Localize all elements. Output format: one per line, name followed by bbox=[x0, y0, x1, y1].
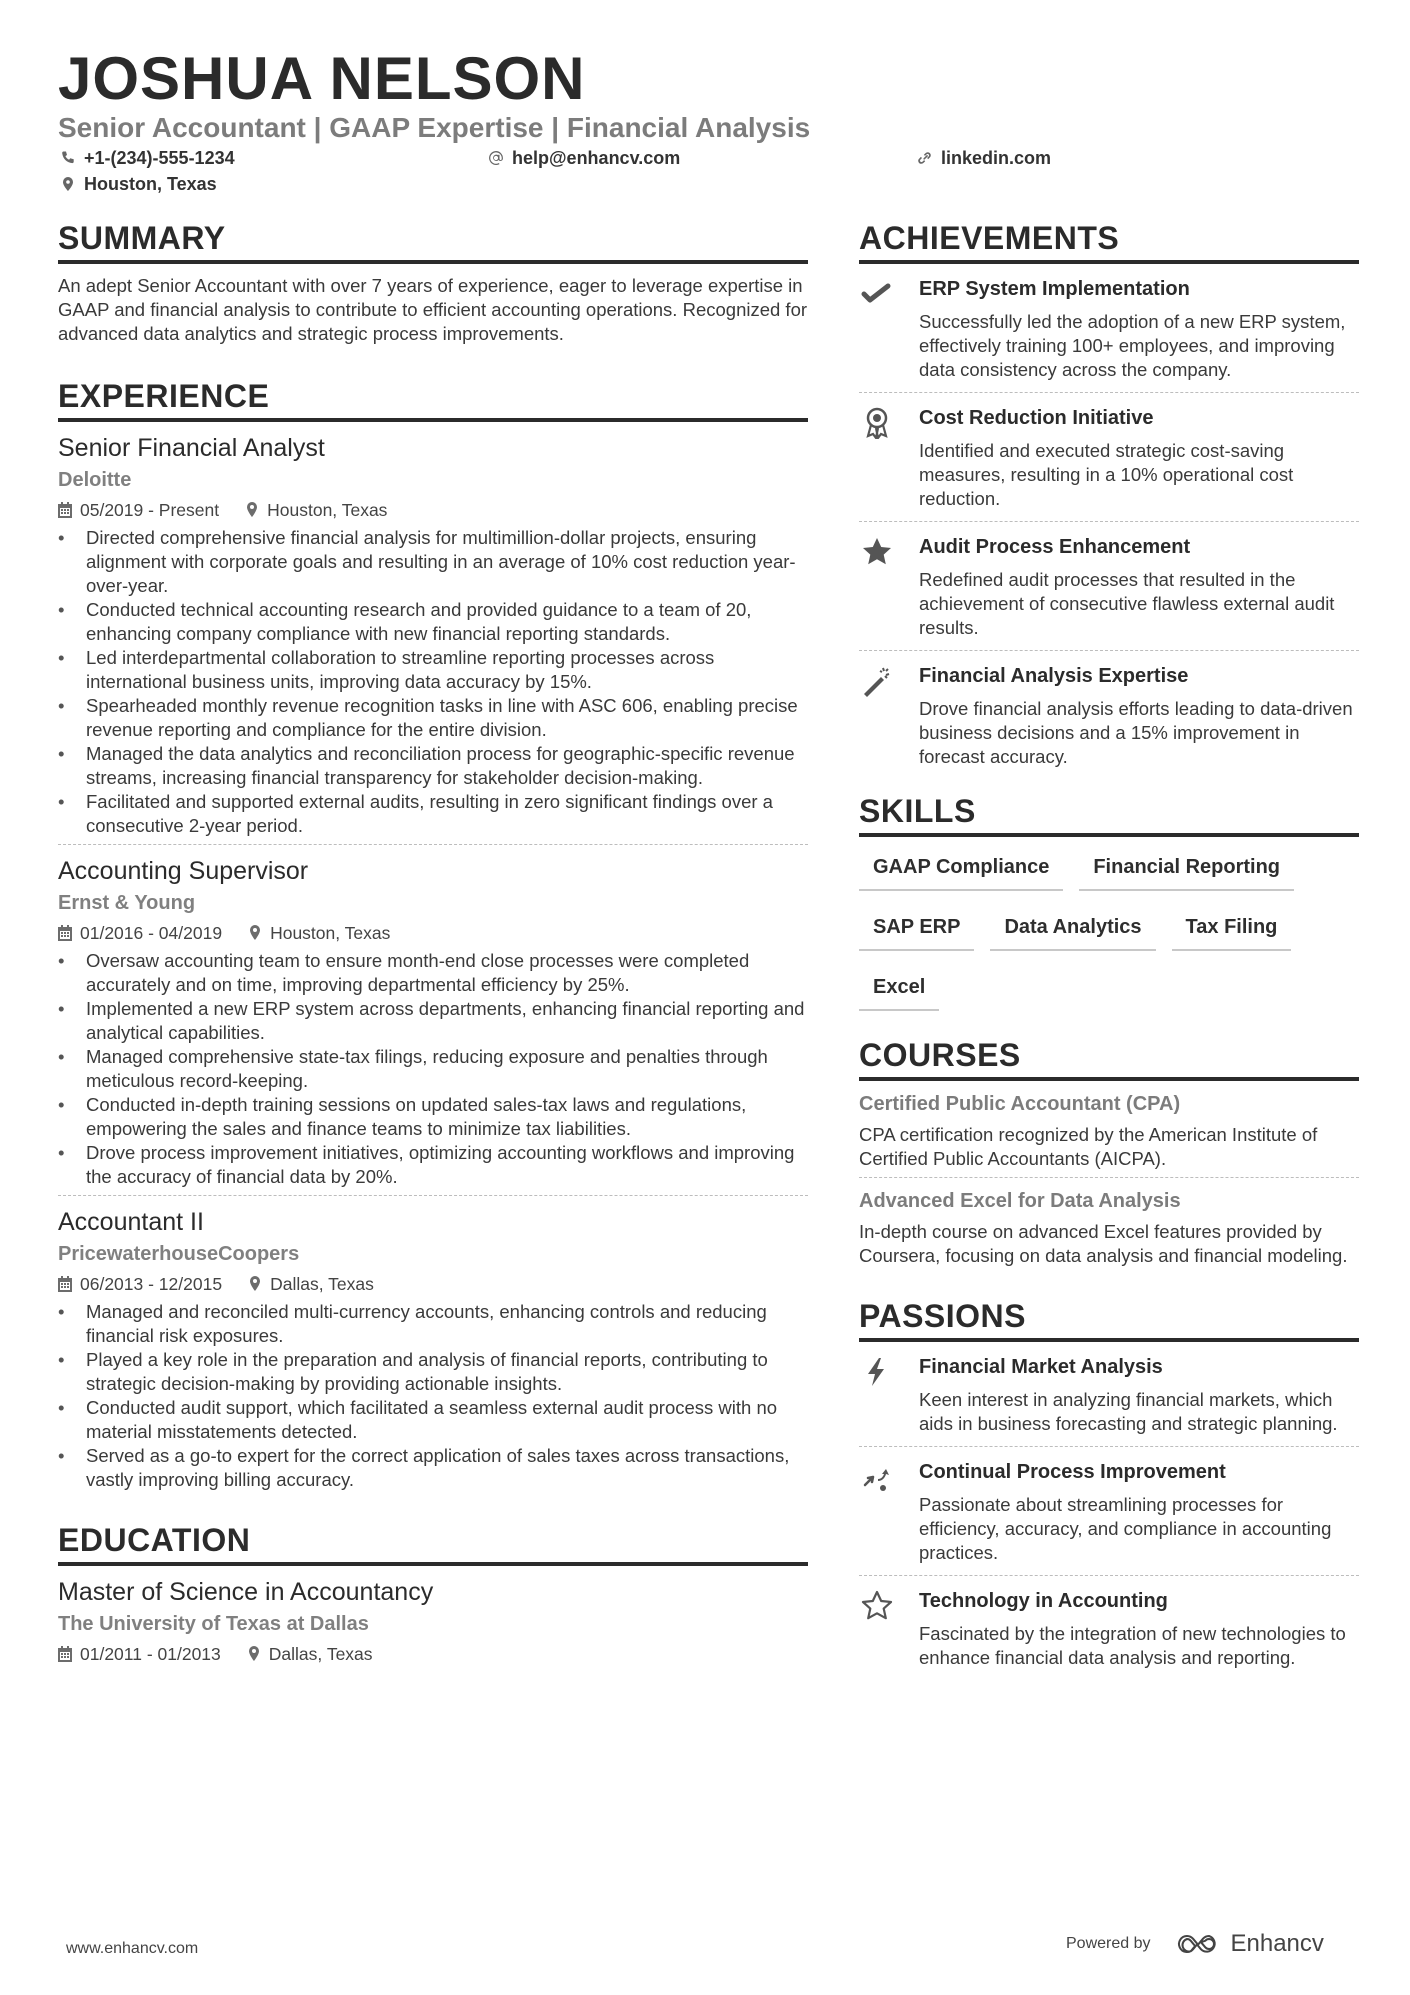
location-pin-icon bbox=[248, 925, 262, 941]
powered-by-text: Powered by bbox=[1066, 1935, 1151, 1952]
achievements-title: Cost Reduction Initiative bbox=[919, 407, 1154, 429]
job-bullet: • Played a key role in the preparation and analysis of financial reports, contributing to strategic decision-making by providing actionable insights. bbox=[58, 1348, 808, 1396]
calendar-icon bbox=[58, 1646, 72, 1662]
course-description: CPA certification recognized by the American Institute of Certified Public Accountants (AICPA). bbox=[859, 1124, 1318, 1169]
passions-heading: PASSIONS bbox=[859, 1296, 1359, 1342]
job-entry bbox=[58, 844, 808, 1195]
education-dates-text: 01/2011 - 01/2013 bbox=[80, 1644, 221, 1664]
job-bullet: • Served as a go-to expert for the correct application of sales taxes across transactions, vastly improving billing accuracy. bbox=[58, 1444, 808, 1492]
degree-title: Master of Science in Accountancy bbox=[58, 1578, 434, 1606]
achievements-description: Redefined audit processes that resulted in the achievement of consecutive flawless external audit results. bbox=[919, 569, 1335, 638]
contact-email[interactable] bbox=[488, 146, 680, 170]
location-text: Houston, Texas bbox=[84, 174, 217, 194]
star-outline-icon bbox=[861, 1590, 893, 1622]
skill-tag: Financial Reporting bbox=[1079, 851, 1294, 891]
skill-tag: GAAP Compliance bbox=[859, 851, 1063, 891]
job-location-text: Houston, Texas bbox=[267, 500, 388, 520]
job-meta bbox=[58, 921, 808, 945]
skill-tag: Tax Filing bbox=[1172, 911, 1292, 951]
course-title: Certified Public Accountant (CPA) bbox=[859, 1093, 1181, 1115]
achievements-description: Drove financial analysis efforts leading to data-driven business decisions and a 15% improvement in forecast accuracy. bbox=[919, 698, 1353, 767]
achievement-item bbox=[859, 264, 1359, 392]
passions-description: Keen interest in analyzing financial markets, which aids in business forecasting and strategic planning. bbox=[919, 1389, 1338, 1434]
education-section bbox=[58, 1520, 808, 1672]
job-bullet: • Managed comprehensive state-tax filings, reducing exposure and penalties through meticulous record-keeping. bbox=[58, 1045, 808, 1093]
process-arrows-icon bbox=[861, 1461, 893, 1493]
education-dates bbox=[58, 1642, 221, 1666]
magic-wand-icon bbox=[861, 665, 893, 697]
calendar-icon bbox=[58, 1276, 72, 1292]
company-name: Deloitte bbox=[58, 469, 132, 491]
enhancv-logo-icon bbox=[1175, 1932, 1221, 1956]
job-bullet: • Oversaw accounting team to ensure month-end close processes were completed accurately and on time, improving departmental efficiency by 25%. bbox=[58, 949, 808, 997]
job-title: Senior Financial Analyst bbox=[58, 434, 325, 462]
summary-heading: SUMMARY bbox=[58, 218, 808, 264]
course-title: Advanced Excel for Data Analysis bbox=[859, 1190, 1181, 1212]
contact-linkedin[interactable] bbox=[917, 146, 1051, 170]
award-ribbon-icon bbox=[861, 407, 893, 439]
achievements-description: Successfully led the adoption of a new ERP system, effectively training 100+ employees, and improving data consistency across the company. bbox=[919, 311, 1346, 380]
passion-item bbox=[859, 1575, 1359, 1680]
job-bullet: • Spearheaded monthly revenue recognition tasks in line with ASC 606, enabling precise revenue reporting and compliance for the entire division. bbox=[58, 694, 808, 742]
enhancv-brand-text: Enhancv bbox=[1230, 1930, 1324, 1957]
achievements-description: Identified and executed strategic cost-saving measures, resulting in a 10% operational cost reduction. bbox=[919, 440, 1294, 509]
job-bullets bbox=[58, 1300, 808, 1492]
job-dates-text: 06/2013 - 12/2015 bbox=[80, 1274, 223, 1294]
job-location bbox=[248, 921, 390, 945]
contact-phone bbox=[60, 146, 235, 170]
link-icon bbox=[917, 150, 933, 166]
skill-tag: SAP ERP bbox=[859, 911, 974, 951]
job-location bbox=[245, 498, 387, 522]
at-sign-icon bbox=[488, 150, 504, 166]
job-dates-text: 05/2019 - Present bbox=[80, 500, 220, 520]
footer-website[interactable]: www.enhancv.com bbox=[66, 1940, 199, 1957]
passion-item bbox=[859, 1342, 1359, 1446]
company-name: PricewaterhouseCoopers bbox=[58, 1243, 300, 1265]
passions-description: Fascinated by the integration of new technologies to enhance financial data analysis and reporting. bbox=[919, 1623, 1346, 1668]
calendar-icon bbox=[58, 925, 72, 941]
summary-section bbox=[58, 218, 808, 346]
passions-list bbox=[859, 1342, 1359, 1680]
achievements-title: Audit Process Enhancement bbox=[919, 536, 1191, 558]
calendar-icon bbox=[58, 502, 72, 518]
job-bullet: • Conducted audit support, which facilitated a seamless external audit process with no material misstatements detected. bbox=[58, 1396, 808, 1444]
education-location-text: Dallas, Texas bbox=[268, 1644, 373, 1664]
job-meta bbox=[58, 1272, 808, 1296]
skills-section bbox=[859, 791, 1359, 1011]
job-bullet: • Led interdepartmental collaboration to streamline reporting processes across international business units, improving data accuracy by 15%. bbox=[58, 646, 808, 694]
job-dates-text: 01/2016 - 04/2019 bbox=[80, 923, 223, 943]
contact-location bbox=[60, 172, 217, 196]
school-name: The University of Texas at Dallas bbox=[58, 1613, 369, 1635]
candidate-name: JOSHUA NELSON bbox=[58, 45, 586, 112]
job-dates bbox=[58, 921, 222, 945]
passions-section bbox=[859, 1296, 1359, 1680]
jobs-list bbox=[58, 422, 808, 1498]
job-entry bbox=[58, 1195, 808, 1498]
courses-section bbox=[859, 1035, 1359, 1274]
job-location bbox=[248, 1272, 374, 1296]
phone-icon bbox=[60, 150, 76, 166]
star-icon bbox=[861, 536, 893, 568]
passions-title: Financial Market Analysis bbox=[919, 1356, 1163, 1378]
job-bullet: • Conducted technical accounting research and provided guidance to a team of 20, enhancing company compliance with new financial reporting standards. bbox=[58, 598, 808, 646]
achievement-item bbox=[859, 392, 1359, 521]
skill-tag: Excel bbox=[859, 971, 939, 1011]
passions-title: Continual Process Improvement bbox=[919, 1461, 1226, 1483]
skills-heading: SKILLS bbox=[859, 791, 1359, 837]
achievements-list bbox=[859, 264, 1359, 779]
summary-text: An adept Senior Accountant with over 7 years of experience, eager to leverage expertise in GAAP and financial analysis to contribute to efficient accounting operations. Recognized for advanced data analytics and strategic process improvements. bbox=[58, 275, 808, 344]
passion-item bbox=[859, 1446, 1359, 1575]
experience-heading: EXPERIENCE bbox=[58, 376, 808, 422]
course-description: In-depth course on advanced Excel features provided by Coursera, focusing on data analysis and financial modeling. bbox=[859, 1221, 1348, 1266]
job-title: Accounting Supervisor bbox=[58, 857, 309, 885]
courses-heading: COURSES bbox=[859, 1035, 1359, 1081]
job-bullet: • Managed and reconciled multi-currency accounts, enhancing controls and reducing financial risk exposures. bbox=[58, 1300, 808, 1348]
job-bullet: • Facilitated and supported external audits, resulting in zero significant findings over a consecutive 2-year period. bbox=[58, 790, 808, 838]
education-heading: EDUCATION bbox=[58, 1520, 808, 1566]
education-meta bbox=[58, 1642, 808, 1666]
phone-text: +1-(234)-555-1234 bbox=[84, 148, 235, 168]
job-location-text: Houston, Texas bbox=[270, 923, 391, 943]
education-location bbox=[247, 1642, 373, 1666]
courses-list bbox=[859, 1081, 1359, 1274]
experience-section bbox=[58, 376, 808, 1498]
linkedin-text: linkedin.com bbox=[941, 148, 1052, 168]
right-column bbox=[859, 218, 1359, 1680]
achievement-item bbox=[859, 521, 1359, 650]
skill-tag: Data Analytics bbox=[990, 911, 1155, 951]
checkmark-icon bbox=[861, 278, 893, 310]
job-bullets bbox=[58, 949, 808, 1189]
education-entry bbox=[58, 1566, 808, 1672]
enhancv-logo[interactable] bbox=[1175, 1930, 1324, 1958]
achievements-title: Financial Analysis Expertise bbox=[919, 665, 1189, 687]
course-item bbox=[859, 1177, 1359, 1274]
location-pin-icon bbox=[247, 1646, 261, 1662]
course-item bbox=[859, 1081, 1359, 1177]
left-column bbox=[58, 218, 808, 1672]
skills-list bbox=[859, 837, 1359, 1011]
achievements-title: ERP System Implementation bbox=[919, 278, 1190, 300]
achievement-item bbox=[859, 650, 1359, 779]
job-location-text: Dallas, Texas bbox=[270, 1274, 374, 1294]
candidate-title: Senior Accountant | GAAP Expertise | Financial Analysis bbox=[58, 112, 811, 143]
email-text: help@enhancv.com bbox=[512, 148, 681, 168]
passions-title: Technology in Accounting bbox=[919, 1590, 1168, 1612]
footer-branding bbox=[1066, 1930, 1324, 1958]
achievements-heading: ACHIEVEMENTS bbox=[859, 218, 1359, 264]
passions-description: Passionate about streamlining processes for efficiency, accuracy, and compliance in accounting practices. bbox=[919, 1494, 1332, 1563]
location-pin-icon bbox=[245, 502, 259, 518]
job-bullet: • Conducted in-depth training sessions on updated sales-tax laws and regulations, empowering the sales and finance teams to minimize tax liabilities. bbox=[58, 1093, 808, 1141]
location-pin-icon bbox=[60, 176, 76, 192]
job-bullet: • Managed the data analytics and reconciliation process for geographic-specific revenue streams, increasing financial transparency for stakeholder decision-making. bbox=[58, 742, 808, 790]
lightning-bolt-icon bbox=[861, 1356, 893, 1388]
achievements-section bbox=[859, 218, 1359, 779]
job-title: Accountant II bbox=[58, 1208, 204, 1236]
job-meta bbox=[58, 498, 808, 522]
job-dates bbox=[58, 1272, 222, 1296]
job-entry bbox=[58, 422, 808, 844]
company-name: Ernst & Young bbox=[58, 892, 196, 914]
job-dates bbox=[58, 498, 219, 522]
job-bullet: • Drove process improvement initiatives, optimizing accounting workflows and improving the accuracy of financial data by 20%. bbox=[58, 1141, 808, 1189]
job-bullet: • Directed comprehensive financial analysis for multimillion-dollar projects, ensuring alignment with corporate goals and resulting in an average of 10% cost reduction year-over-year. bbox=[58, 526, 808, 598]
job-bullet: • Implemented a new ERP system across departments, enhancing financial reporting and analytical capabilities. bbox=[58, 997, 808, 1045]
location-pin-icon bbox=[248, 1276, 262, 1292]
job-bullets bbox=[58, 526, 808, 838]
